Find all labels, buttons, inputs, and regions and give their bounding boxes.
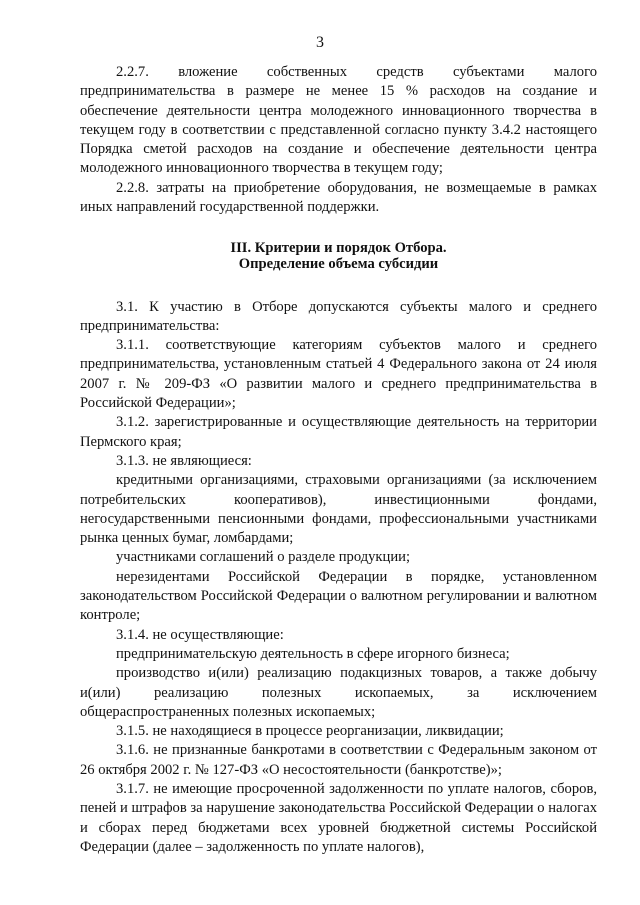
paragraph-3-1-5: 3.1.5. не находящиеся в процессе реорганизации, ликвидации; [116, 723, 504, 740]
paragraph-2-2-7: 2.2.7. вложение собственных средств субъектами малого предпринимательства в размере не менее 15 % расходов на создание и обеспечение деятельности центра молодежного инновационного творчества в текущем году в соответствии с представленной согласно пункту 3.4.2 настоящего Порядка сметой расходов на создание и обеспечение деятельности центра молодежного инновационного творчества в текущем году; [80, 64, 597, 177]
section-heading-subtitle: Определение объема субсидии [238, 255, 439, 272]
paragraph-financial-orgs: кредитными организациями, страховыми организациями (за исключением потребительских кооперативов), инвестиционными фондами, негосударственными пенсионными фондами, профессиональными участниками рынка ценных бумаг, ломбардами; [80, 472, 597, 547]
paragraph-gambling: предпринимательскую деятельность в сфере игорного бизнеса; [116, 645, 510, 662]
paragraph-3-1-7: 3.1.7. не имеющие просроченной задолженности по уплате налогов, сборов, пеней и штрафов за нарушение законодательства Российской Федерации о налогах и сборах перед бюджетами всех уровней бюджетной системы Российской Федерации (далее – задолженность по уплате налогов), [80, 780, 597, 855]
paragraph-2-2-8: 2.2.8. затраты на приобретение оборудования, не возмещаемые в рамках иных направлений государственной поддержки. [80, 179, 597, 216]
section-heading [80, 241, 597, 272]
paragraph-3-1-1: 3.1.1. соответствующие категориям субъектов малого и среднего предпринимательства, установленным статьей 4 Федерального закона от 24 июля 2007 г. № 209-ФЗ «О развитии малого и среднего предпринимательства в Российской Федерации»; [80, 337, 597, 412]
page-number: 3 [316, 34, 324, 51]
paragraph-excise-goods: производство и(или) реализацию подакцизных товаров, а также добычу и(или) реализацию полезных ископаемых, за исключением общераспространенных полезных ископаемых; [80, 665, 597, 720]
paragraph-production-sharing: участниками соглашений о разделе продукции; [116, 549, 411, 566]
paragraph-3-1-2: 3.1.2. зарегистрированные и осуществляющие деятельность на территории Пермского края; [80, 414, 597, 450]
section-heading-title: III. Критерии и порядок Отбора. [230, 240, 447, 257]
paragraph-3-1-3: 3.1.3. не являющиеся: [116, 452, 252, 469]
document-body [80, 63, 597, 857]
paragraph-3-1-4: 3.1.4. не осуществляющие: [116, 626, 284, 643]
paragraph-nonresidents: нерезидентами Российской Федерации в порядке, установленном законодательством Российской Федерации о валютном регулировании и валютном контроле; [80, 568, 597, 624]
paragraph-3-1: 3.1. К участию в Отборе допускаются субъекты малого и среднего предпринимательства: [80, 298, 597, 334]
paragraph-3-1-6: 3.1.6. не признанные банкротами в соответствии с Федеральным законом от 26 октября 2002 г. № 127-ФЗ «О несостоятельности (банкротстве)»; [80, 742, 597, 778]
